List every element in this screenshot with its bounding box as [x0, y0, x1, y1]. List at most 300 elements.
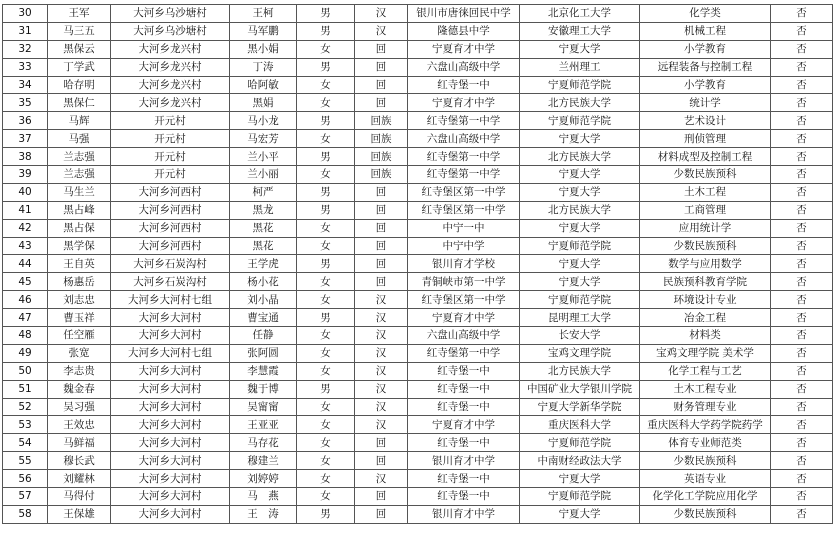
- university-cell: 宁夏大学: [520, 130, 640, 148]
- high-school-cell: 宁夏育才中学: [408, 416, 520, 434]
- table-row: [3, 291, 833, 309]
- ethnicity-cell: 汉: [355, 327, 408, 345]
- parent-name-cell: 丁学武: [48, 58, 111, 76]
- university-cell: 北方民族大学: [520, 362, 640, 380]
- table-row: [3, 22, 833, 40]
- gender-cell: 女: [297, 362, 355, 380]
- table-row: [3, 416, 833, 434]
- flag-cell: 否: [771, 362, 833, 380]
- parent-name-cell: 刘志忠: [48, 291, 111, 309]
- parent-name-cell: 任空雁: [48, 327, 111, 345]
- table-body: [3, 5, 833, 524]
- row-number-cell: 36: [3, 112, 48, 130]
- parent-name-cell: 马生兰: [48, 183, 111, 201]
- university-cell: 宁夏大学: [520, 273, 640, 291]
- ethnicity-cell: 回: [355, 237, 408, 255]
- table-row: [3, 398, 833, 416]
- flag-cell: 否: [771, 201, 833, 219]
- row-number-cell: 54: [3, 434, 48, 452]
- university-cell: 宁夏师范学院: [520, 291, 640, 309]
- village-cell: 大河乡河西村: [111, 183, 230, 201]
- gender-cell: 男: [297, 201, 355, 219]
- high-school-cell: 宁夏育才中学: [408, 94, 520, 112]
- flag-cell: 否: [771, 273, 833, 291]
- row-number-cell: 58: [3, 505, 48, 523]
- table-row: [3, 434, 833, 452]
- table-row: [3, 470, 833, 488]
- ethnicity-cell: 汉: [355, 380, 408, 398]
- table-row: [3, 255, 833, 273]
- gender-cell: 男: [297, 505, 355, 523]
- row-number-cell: 56: [3, 470, 48, 488]
- village-cell: 大河乡大河村: [111, 416, 230, 434]
- parent-name-cell: 曹玉祥: [48, 309, 111, 327]
- student-name-cell: 王 涛: [230, 505, 297, 523]
- table-row: [3, 148, 833, 166]
- university-cell: 长安大学: [520, 327, 640, 345]
- flag-cell: 否: [771, 40, 833, 58]
- major-cell: 民族预科教育学院: [640, 273, 771, 291]
- high-school-cell: 宁夏育才中学: [408, 40, 520, 58]
- university-cell: 宁夏师范学院: [520, 76, 640, 94]
- high-school-cell: 红寺堡一中: [408, 470, 520, 488]
- student-name-cell: 王亚亚: [230, 416, 297, 434]
- ethnicity-cell: 汉: [355, 309, 408, 327]
- gender-cell: 女: [297, 488, 355, 506]
- university-cell: 宁夏大学: [520, 255, 640, 273]
- gender-cell: 男: [297, 58, 355, 76]
- parent-name-cell: 杨惠岳: [48, 273, 111, 291]
- high-school-cell: 红寺堡第一中学: [408, 344, 520, 362]
- parent-name-cell: 黑保仁: [48, 94, 111, 112]
- major-cell: 刑侦管理: [640, 130, 771, 148]
- row-number-cell: 40: [3, 183, 48, 201]
- ethnicity-cell: 汉: [355, 362, 408, 380]
- row-number-cell: 53: [3, 416, 48, 434]
- flag-cell: 否: [771, 398, 833, 416]
- high-school-cell: 宁夏育才中学: [408, 309, 520, 327]
- university-cell: 宁夏大学: [520, 470, 640, 488]
- major-cell: 材料成型及控制工程: [640, 148, 771, 166]
- ethnicity-cell: 汉: [355, 470, 408, 488]
- row-number-cell: 31: [3, 22, 48, 40]
- high-school-cell: 红寺堡区第一中学: [408, 201, 520, 219]
- ethnicity-cell: 回族: [355, 166, 408, 184]
- university-cell: 兰州理工: [520, 58, 640, 76]
- table-row: [3, 273, 833, 291]
- high-school-cell: 六盘山高级中学: [408, 130, 520, 148]
- university-cell: 北京化工大学: [520, 5, 640, 23]
- ethnicity-cell: 回: [355, 76, 408, 94]
- flag-cell: 否: [771, 309, 833, 327]
- flag-cell: 否: [771, 148, 833, 166]
- major-cell: 英语专业: [640, 470, 771, 488]
- flag-cell: 否: [771, 183, 833, 201]
- row-number-cell: 38: [3, 148, 48, 166]
- row-number-cell: 34: [3, 76, 48, 94]
- high-school-cell: 红寺堡一中: [408, 380, 520, 398]
- major-cell: 机械工程: [640, 22, 771, 40]
- student-name-cell: 马小龙: [230, 112, 297, 130]
- gender-cell: 女: [297, 327, 355, 345]
- flag-cell: 否: [771, 470, 833, 488]
- student-name-cell: 哈阿敏: [230, 76, 297, 94]
- flag-cell: 否: [771, 434, 833, 452]
- student-name-cell: 丁涛: [230, 58, 297, 76]
- flag-cell: 否: [771, 344, 833, 362]
- table-row: [3, 309, 833, 327]
- parent-name-cell: 王军: [48, 5, 111, 23]
- parent-name-cell: 刘耀林: [48, 470, 111, 488]
- major-cell: 财务管理专业: [640, 398, 771, 416]
- student-name-cell: 李慧霞: [230, 362, 297, 380]
- student-name-cell: 黑龙: [230, 201, 297, 219]
- ethnicity-cell: 回族: [355, 148, 408, 166]
- parent-name-cell: 张宽: [48, 344, 111, 362]
- gender-cell: 女: [297, 94, 355, 112]
- major-cell: 统计学: [640, 94, 771, 112]
- row-number-cell: 41: [3, 201, 48, 219]
- parent-name-cell: 王保雄: [48, 505, 111, 523]
- row-number-cell: 35: [3, 94, 48, 112]
- high-school-cell: 红寺堡一中: [408, 362, 520, 380]
- high-school-cell: 青铜峡市第一中学: [408, 273, 520, 291]
- ethnicity-cell: 回: [355, 488, 408, 506]
- ethnicity-cell: 汉: [355, 22, 408, 40]
- ethnicity-cell: 回: [355, 183, 408, 201]
- flag-cell: 否: [771, 58, 833, 76]
- ethnicity-cell: 汉: [355, 416, 408, 434]
- gender-cell: 女: [297, 166, 355, 184]
- university-cell: 宝鸡文理学院: [520, 344, 640, 362]
- student-name-cell: 穆建兰: [230, 452, 297, 470]
- gender-cell: 女: [297, 219, 355, 237]
- flag-cell: 否: [771, 94, 833, 112]
- ethnicity-cell: 汉: [355, 5, 408, 23]
- row-number-cell: 30: [3, 5, 48, 23]
- flag-cell: 否: [771, 380, 833, 398]
- major-cell: 应用统计学: [640, 219, 771, 237]
- table-row: [3, 130, 833, 148]
- major-cell: 重庆医科大学药学院药学: [640, 416, 771, 434]
- high-school-cell: 红寺堡第一中学: [408, 112, 520, 130]
- major-cell: 艺术设计: [640, 112, 771, 130]
- university-cell: 安徽理工大学: [520, 22, 640, 40]
- student-name-cell: 刘小晶: [230, 291, 297, 309]
- high-school-cell: 红寺堡一中: [408, 434, 520, 452]
- village-cell: 大河乡河西村: [111, 201, 230, 219]
- parent-name-cell: 王自英: [48, 255, 111, 273]
- village-cell: 大河乡大河村: [111, 488, 230, 506]
- gender-cell: 女: [297, 237, 355, 255]
- high-school-cell: 红寺堡一中: [408, 398, 520, 416]
- row-number-cell: 48: [3, 327, 48, 345]
- row-number-cell: 55: [3, 452, 48, 470]
- major-cell: 小学教育: [640, 40, 771, 58]
- student-name-cell: 黑娟: [230, 94, 297, 112]
- major-cell: 化学工程与工艺: [640, 362, 771, 380]
- student-name-cell: 王学虎: [230, 255, 297, 273]
- student-name-cell: 张阿圆: [230, 344, 297, 362]
- parent-name-cell: 马强: [48, 130, 111, 148]
- parent-name-cell: 魏金春: [48, 380, 111, 398]
- flag-cell: 否: [771, 112, 833, 130]
- ethnicity-cell: 回: [355, 219, 408, 237]
- parent-name-cell: 兰志强: [48, 148, 111, 166]
- table-row: [3, 237, 833, 255]
- high-school-cell: 隆德县中学: [408, 22, 520, 40]
- village-cell: 大河乡大河村: [111, 470, 230, 488]
- village-cell: 大河乡大河村: [111, 398, 230, 416]
- table-row: [3, 488, 833, 506]
- major-cell: 工商管理: [640, 201, 771, 219]
- row-number-cell: 43: [3, 237, 48, 255]
- major-cell: 远程装备与控制工程: [640, 58, 771, 76]
- university-cell: 宁夏师范学院: [520, 488, 640, 506]
- major-cell: 土木工程专业: [640, 380, 771, 398]
- student-name-cell: 黑花: [230, 219, 297, 237]
- row-number-cell: 57: [3, 488, 48, 506]
- high-school-cell: 红寺堡一中: [408, 488, 520, 506]
- row-number-cell: 42: [3, 219, 48, 237]
- gender-cell: 女: [297, 416, 355, 434]
- village-cell: 开元村: [111, 130, 230, 148]
- university-cell: 宁夏师范学院: [520, 434, 640, 452]
- gender-cell: 男: [297, 255, 355, 273]
- row-number-cell: 50: [3, 362, 48, 380]
- student-name-cell: 柯严: [230, 183, 297, 201]
- table-row: [3, 183, 833, 201]
- village-cell: 大河乡龙兴村: [111, 40, 230, 58]
- university-cell: 宁夏大学: [520, 505, 640, 523]
- ethnicity-cell: 回: [355, 452, 408, 470]
- student-name-cell: 刘婷婷: [230, 470, 297, 488]
- university-cell: 宁夏大学: [520, 183, 640, 201]
- major-cell: 数学与应用数学: [640, 255, 771, 273]
- ethnicity-cell: 回: [355, 273, 408, 291]
- row-number-cell: 39: [3, 166, 48, 184]
- student-name-cell: 黑小娟: [230, 40, 297, 58]
- parent-name-cell: 吴习强: [48, 398, 111, 416]
- university-cell: 宁夏师范学院: [520, 112, 640, 130]
- student-name-cell: 魏于博: [230, 380, 297, 398]
- gender-cell: 男: [297, 22, 355, 40]
- table-row: [3, 362, 833, 380]
- data-table: [2, 4, 833, 524]
- village-cell: 大河乡大河村: [111, 434, 230, 452]
- university-cell: 宁夏大学: [520, 219, 640, 237]
- flag-cell: 否: [771, 76, 833, 94]
- gender-cell: 女: [297, 470, 355, 488]
- university-cell: 宁夏大学新华学院: [520, 398, 640, 416]
- gender-cell: 女: [297, 452, 355, 470]
- gender-cell: 女: [297, 273, 355, 291]
- high-school-cell: 红寺堡第一中学: [408, 166, 520, 184]
- table-row: [3, 219, 833, 237]
- village-cell: 大河乡大河村: [111, 309, 230, 327]
- parent-name-cell: 穆长武: [48, 452, 111, 470]
- gender-cell: 男: [297, 309, 355, 327]
- ethnicity-cell: 回: [355, 58, 408, 76]
- parent-name-cell: 兰志强: [48, 166, 111, 184]
- parent-name-cell: 李志贵: [48, 362, 111, 380]
- ethnicity-cell: 回: [355, 434, 408, 452]
- flag-cell: 否: [771, 505, 833, 523]
- flag-cell: 否: [771, 166, 833, 184]
- village-cell: 大河乡大河村: [111, 505, 230, 523]
- university-cell: 北方民族大学: [520, 94, 640, 112]
- flag-cell: 否: [771, 219, 833, 237]
- high-school-cell: 银川育才中学: [408, 452, 520, 470]
- village-cell: 开元村: [111, 148, 230, 166]
- major-cell: 宝鸡文理学院 美术学: [640, 344, 771, 362]
- ethnicity-cell: 回: [355, 255, 408, 273]
- ethnicity-cell: 回族: [355, 130, 408, 148]
- parent-name-cell: 马鲜福: [48, 434, 111, 452]
- major-cell: 材料类: [640, 327, 771, 345]
- high-school-cell: 红寺堡区第一中学: [408, 183, 520, 201]
- ethnicity-cell: 回: [355, 94, 408, 112]
- flag-cell: 否: [771, 255, 833, 273]
- village-cell: 大河乡河西村: [111, 219, 230, 237]
- parent-name-cell: 马得付: [48, 488, 111, 506]
- parent-name-cell: 黑占峰: [48, 201, 111, 219]
- row-number-cell: 33: [3, 58, 48, 76]
- village-cell: 大河乡乌沙塘村: [111, 5, 230, 23]
- parent-name-cell: 哈存明: [48, 76, 111, 94]
- university-cell: 宁夏师范学院: [520, 237, 640, 255]
- gender-cell: 男: [297, 112, 355, 130]
- parent-name-cell: 黑学保: [48, 237, 111, 255]
- village-cell: 大河乡大河村: [111, 452, 230, 470]
- university-cell: 北方民族大学: [520, 201, 640, 219]
- student-name-cell: 杨小花: [230, 273, 297, 291]
- village-cell: 大河乡龙兴村: [111, 58, 230, 76]
- village-cell: 大河乡石炭沟村: [111, 255, 230, 273]
- high-school-cell: 六盘山高级中学: [408, 327, 520, 345]
- student-name-cell: 兰小平: [230, 148, 297, 166]
- row-number-cell: 32: [3, 40, 48, 58]
- village-cell: 大河乡大河村: [111, 327, 230, 345]
- student-name-cell: 马军鹏: [230, 22, 297, 40]
- village-cell: 大河乡石炭沟村: [111, 273, 230, 291]
- university-cell: 昆明理工大学: [520, 309, 640, 327]
- ethnicity-cell: 汉: [355, 291, 408, 309]
- village-cell: 开元村: [111, 112, 230, 130]
- parent-name-cell: 王效忠: [48, 416, 111, 434]
- village-cell: 大河乡大河村: [111, 380, 230, 398]
- major-cell: 环境设计专业: [640, 291, 771, 309]
- ethnicity-cell: 回族: [355, 112, 408, 130]
- table-row: [3, 327, 833, 345]
- student-name-cell: 黑花: [230, 237, 297, 255]
- major-cell: 少数民族预科: [640, 452, 771, 470]
- high-school-cell: 六盘山高级中学: [408, 58, 520, 76]
- major-cell: 冶金工程: [640, 309, 771, 327]
- university-cell: 北方民族大学: [520, 148, 640, 166]
- gender-cell: 女: [297, 398, 355, 416]
- student-name-cell: 马 燕: [230, 488, 297, 506]
- major-cell: 化学类: [640, 5, 771, 23]
- table-row: [3, 5, 833, 23]
- high-school-cell: 红寺堡区第一中学: [408, 291, 520, 309]
- student-name-cell: 曹宝通: [230, 309, 297, 327]
- university-cell: 中南财经政法大学: [520, 452, 640, 470]
- village-cell: 开元村: [111, 166, 230, 184]
- high-school-cell: 银川市唐徕回民中学: [408, 5, 520, 23]
- gender-cell: 男: [297, 380, 355, 398]
- university-cell: 重庆医科大学: [520, 416, 640, 434]
- gender-cell: 男: [297, 183, 355, 201]
- gender-cell: 女: [297, 434, 355, 452]
- student-name-cell: 吴甯甯: [230, 398, 297, 416]
- university-cell: 中国矿业大学银川学院: [520, 380, 640, 398]
- table-row: [3, 452, 833, 470]
- student-name-cell: 王柯: [230, 5, 297, 23]
- flag-cell: 否: [771, 130, 833, 148]
- gender-cell: 女: [297, 76, 355, 94]
- flag-cell: 否: [771, 488, 833, 506]
- village-cell: 大河乡龙兴村: [111, 76, 230, 94]
- table-row: [3, 94, 833, 112]
- table-row: [3, 166, 833, 184]
- table-row: [3, 76, 833, 94]
- ethnicity-cell: 回: [355, 40, 408, 58]
- high-school-cell: 银川育才学校: [408, 255, 520, 273]
- gender-cell: 男: [297, 148, 355, 166]
- parent-name-cell: 黑保云: [48, 40, 111, 58]
- flag-cell: 否: [771, 327, 833, 345]
- row-number-cell: 52: [3, 398, 48, 416]
- high-school-cell: 红寺堡第一中学: [408, 148, 520, 166]
- row-number-cell: 45: [3, 273, 48, 291]
- ethnicity-cell: 回: [355, 505, 408, 523]
- university-cell: 宁夏大学: [520, 166, 640, 184]
- table-row: [3, 201, 833, 219]
- row-number-cell: 47: [3, 309, 48, 327]
- high-school-cell: 红寺堡一中: [408, 76, 520, 94]
- flag-cell: 否: [771, 5, 833, 23]
- table-row: [3, 344, 833, 362]
- high-school-cell: 中宁一中: [408, 219, 520, 237]
- table-row: [3, 40, 833, 58]
- table-row: [3, 380, 833, 398]
- student-name-cell: 任静: [230, 327, 297, 345]
- ethnicity-cell: 汉: [355, 344, 408, 362]
- major-cell: 少数民族预科: [640, 505, 771, 523]
- high-school-cell: 银川育才中学: [408, 505, 520, 523]
- parent-name-cell: 马辉: [48, 112, 111, 130]
- major-cell: 化学化工学院应用化学: [640, 488, 771, 506]
- student-name-cell: 马存花: [230, 434, 297, 452]
- row-number-cell: 49: [3, 344, 48, 362]
- flag-cell: 否: [771, 291, 833, 309]
- parent-name-cell: 黑占保: [48, 219, 111, 237]
- flag-cell: 否: [771, 416, 833, 434]
- gender-cell: 女: [297, 40, 355, 58]
- table-row: [3, 112, 833, 130]
- village-cell: 大河乡大河村七组: [111, 344, 230, 362]
- university-cell: 宁夏大学: [520, 40, 640, 58]
- parent-name-cell: 马三五: [48, 22, 111, 40]
- gender-cell: 女: [297, 291, 355, 309]
- ethnicity-cell: 汉: [355, 398, 408, 416]
- gender-cell: 男: [297, 5, 355, 23]
- village-cell: 大河乡河西村: [111, 237, 230, 255]
- row-number-cell: 44: [3, 255, 48, 273]
- student-name-cell: 兰小丽: [230, 166, 297, 184]
- table-row: [3, 58, 833, 76]
